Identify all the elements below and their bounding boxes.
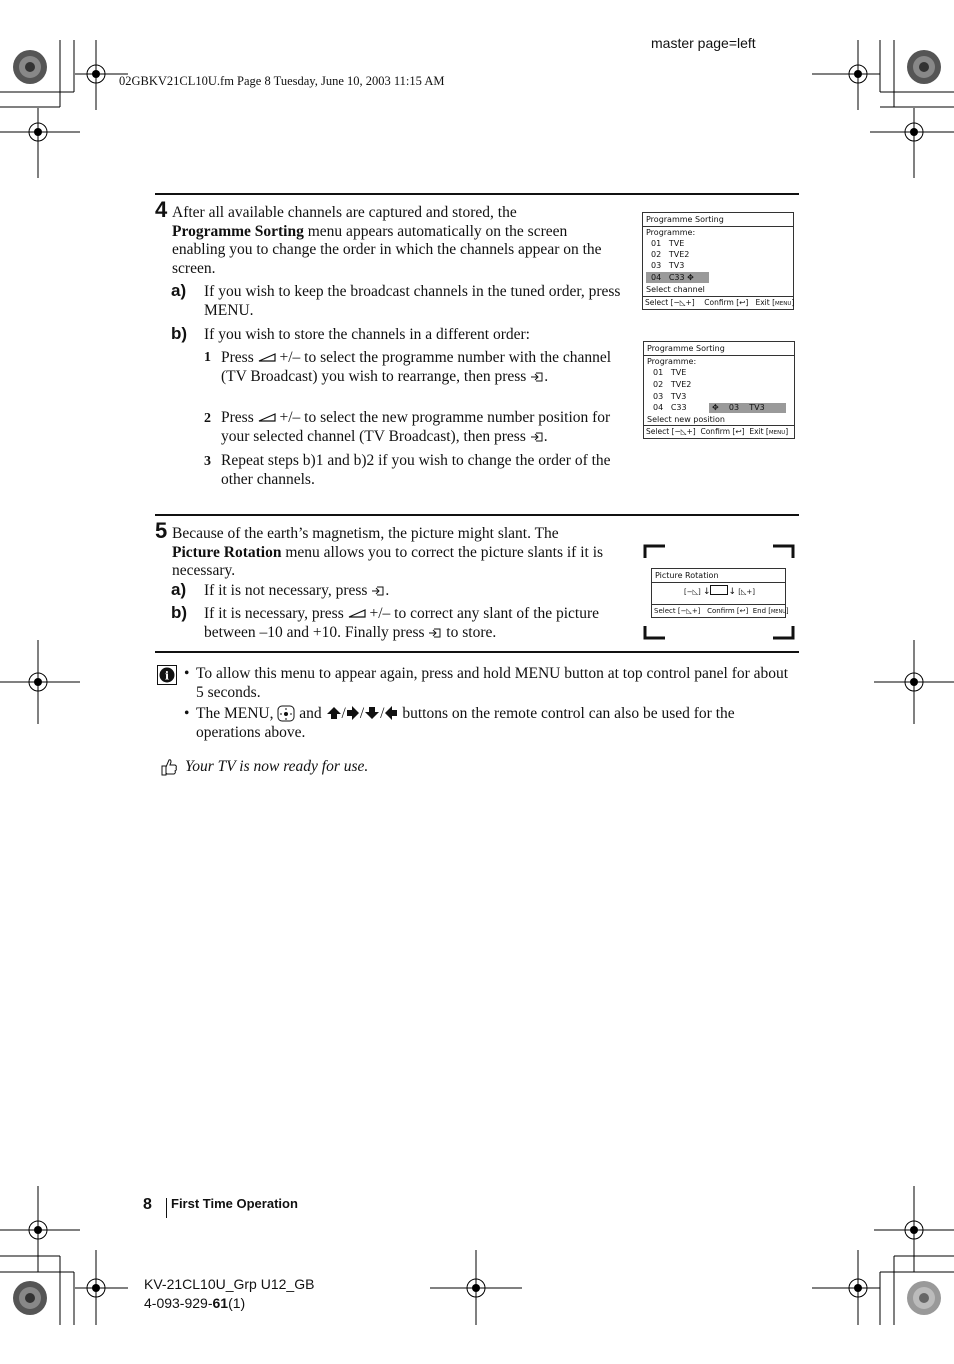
note-bullet-1: • To allow this menu to appear again, press and hold MENU button at top control panel for about 5 seconds. — [184, 665, 798, 702]
note-bullet-2-b: and — [299, 705, 326, 722]
step4-intro-before: After all available channels are captured and stored, the — [172, 204, 517, 221]
step4-intro-bold: Programme Sorting — [172, 222, 304, 240]
step5-a-text-main: If it is not necessary, press — [204, 582, 372, 599]
page-number: 8 — [143, 1196, 152, 1213]
file-info: 02GBKV21CL10U.fm Page 8 Tuesday, June 10, 2003 11:15 AM — [119, 74, 445, 88]
part-code-prefix: 4-093-929- — [144, 1295, 213, 1311]
step5-intro — [172, 525, 626, 581]
step5-intro-before: Because of the earth’s magnetism, the picture might slant. The — [172, 525, 559, 542]
step4-sub2-num: 2 — [204, 411, 211, 426]
menu1-programme-label: Programme: — [646, 228, 696, 237]
menu-button-icon — [277, 705, 295, 722]
step4-sub2-a: Press — [221, 409, 258, 426]
step4-sub1-text — [221, 349, 624, 386]
menu1-footer: Select [−◺+] Confirm [↩] Exit [MENU] — [645, 298, 795, 307]
step4-b-text: If you wish to store the channels in a different order: — [204, 326, 530, 343]
menu2-status: Select new position — [647, 415, 725, 424]
arrow-right-icon — [346, 705, 360, 721]
menu1-row: 01 TVE — [651, 239, 685, 248]
arrow-up-icon — [326, 706, 342, 720]
volume-wedge-icon — [258, 353, 276, 362]
menu2-footer: Select [−◺+] Confirm [↩] Exit [MENU] — [644, 425, 794, 438]
step4-rule — [155, 193, 799, 195]
move-cross-icon: ✥ — [687, 273, 694, 282]
step4-a-label: a) — [171, 281, 187, 300]
menu1-title: Programme Sorting — [643, 213, 793, 227]
volume-wedge-icon — [258, 413, 276, 422]
step4-sub3-text: Repeat steps b)1 and b)2 if you wish to change the order of the other channels. — [221, 452, 611, 488]
part-code — [144, 1295, 245, 1311]
programme-sorting-menu-2 — [643, 341, 795, 439]
menu2-row: 02 TVE2 — [653, 380, 692, 389]
menu2-row: 04 C33 — [653, 403, 687, 412]
notes-rule — [155, 651, 799, 653]
enter-icon — [530, 432, 544, 442]
step5-a-label: a) — [171, 580, 187, 599]
menu1-row: 02 TVE2 — [651, 250, 690, 259]
step4-sub3-num: 3 — [204, 454, 211, 469]
menu1-row-selected: 04 C33 ✥ — [643, 272, 793, 283]
enter-icon — [428, 628, 442, 638]
ready-message: Your TV is now ready for use. — [185, 758, 369, 775]
master-page-label: master page=left — [651, 35, 756, 51]
step5-a-text — [204, 582, 624, 601]
menu1-row: 03 TV3 — [651, 261, 685, 270]
menu3-title: Picture Rotation — [652, 569, 785, 583]
volume-wedge-icon — [348, 609, 366, 618]
move-cross-icon: ✥ — [712, 403, 719, 412]
footer-divider — [166, 1198, 167, 1218]
menu2-row: 03 TV3 — [653, 392, 687, 401]
step4-sub1-c: . — [544, 367, 549, 385]
step4-sub2-text — [221, 409, 624, 446]
step5-a-text-end: . — [385, 582, 390, 599]
step5-rule — [155, 514, 799, 516]
thumbs-up-icon — [159, 757, 179, 777]
menu3-footer: Select [−◺+] Confirm [↩] End [MENU] — [652, 604, 785, 617]
part-code-suffix: (1) — [228, 1295, 246, 1311]
step4-intro — [172, 204, 624, 278]
menu2-programme-label: Programme: — [647, 357, 697, 366]
note-bullet-2-c: buttons on the remote control can also be used for the operations above. — [196, 705, 735, 741]
arrow-left-icon — [384, 705, 398, 721]
picture-rotation-menu — [651, 568, 789, 618]
section-title: First Time Operation — [171, 1196, 298, 1211]
part-code-bold: 61 — [212, 1295, 229, 1311]
rotation-indicator: [−◺] ↓ ↓ [◺+] — [684, 587, 755, 597]
svg-text:i: i — [164, 669, 170, 683]
menu2-title: Programme Sorting — [644, 342, 794, 356]
step4-b-label: b) — [171, 324, 188, 343]
step5-b-label: b) — [171, 603, 188, 622]
step4-sub1-a: Press — [221, 349, 258, 366]
enter-icon — [371, 586, 385, 596]
step4-sub2-b: +/– to select the new programme number position for your selected channel (TV Broadcast), then press — [221, 409, 611, 445]
note-bullet-2-a: The MENU, — [196, 705, 278, 722]
menu2-row: 01 TVE — [653, 368, 687, 377]
step5-b-text-1: If it is necessary, press — [204, 605, 348, 622]
menu2-moving-item: ✥ 03 TV3 — [709, 403, 786, 413]
arrow-down-icon — [364, 706, 380, 720]
enter-icon — [530, 372, 544, 382]
menu1-status: Select channel — [646, 285, 705, 294]
step5-b-text — [204, 605, 628, 642]
model-number: KV-21CL10U_Grp U12_GB — [144, 1276, 315, 1292]
programme-sorting-menu-1 — [642, 212, 794, 310]
info-icon — [157, 665, 177, 685]
step4-sub1-num: 1 — [204, 350, 211, 365]
step5-b-text-3: to store. — [442, 623, 497, 641]
step5-number: 5 — [155, 518, 168, 543]
step4-sub1-b: +/– to select the programme number with the channel (TV Broadcast) you wish to rearrange, then press — [221, 349, 612, 385]
step4-a-text: If you wish to keep the broadcast channels in the tuned order, press MENU. — [204, 283, 621, 319]
step4-intro-after: menu appears automatically on the screen enabling you to change the order in which the channels appear on the screen. — [172, 222, 602, 277]
step4-number: 4 — [155, 197, 168, 222]
step5-b-text-2: +/– to correct any slant of the picture between –10 and +10. Finally press — [204, 605, 600, 641]
note-bullet-2: • The MENU, and / / / buttons on the remote control can also be used for the operations above. — [184, 705, 735, 741]
step4-sub2-c: . — [543, 427, 548, 445]
step5-intro-after: menu allows you to correct the picture slants if it is necessary. — [172, 543, 604, 579]
step5-intro-bold: Picture Rotation — [172, 543, 282, 561]
note-bullet-1-text: To allow this menu to appear again, press and hold MENU button at top control panel for about 5 seconds. — [196, 665, 789, 701]
